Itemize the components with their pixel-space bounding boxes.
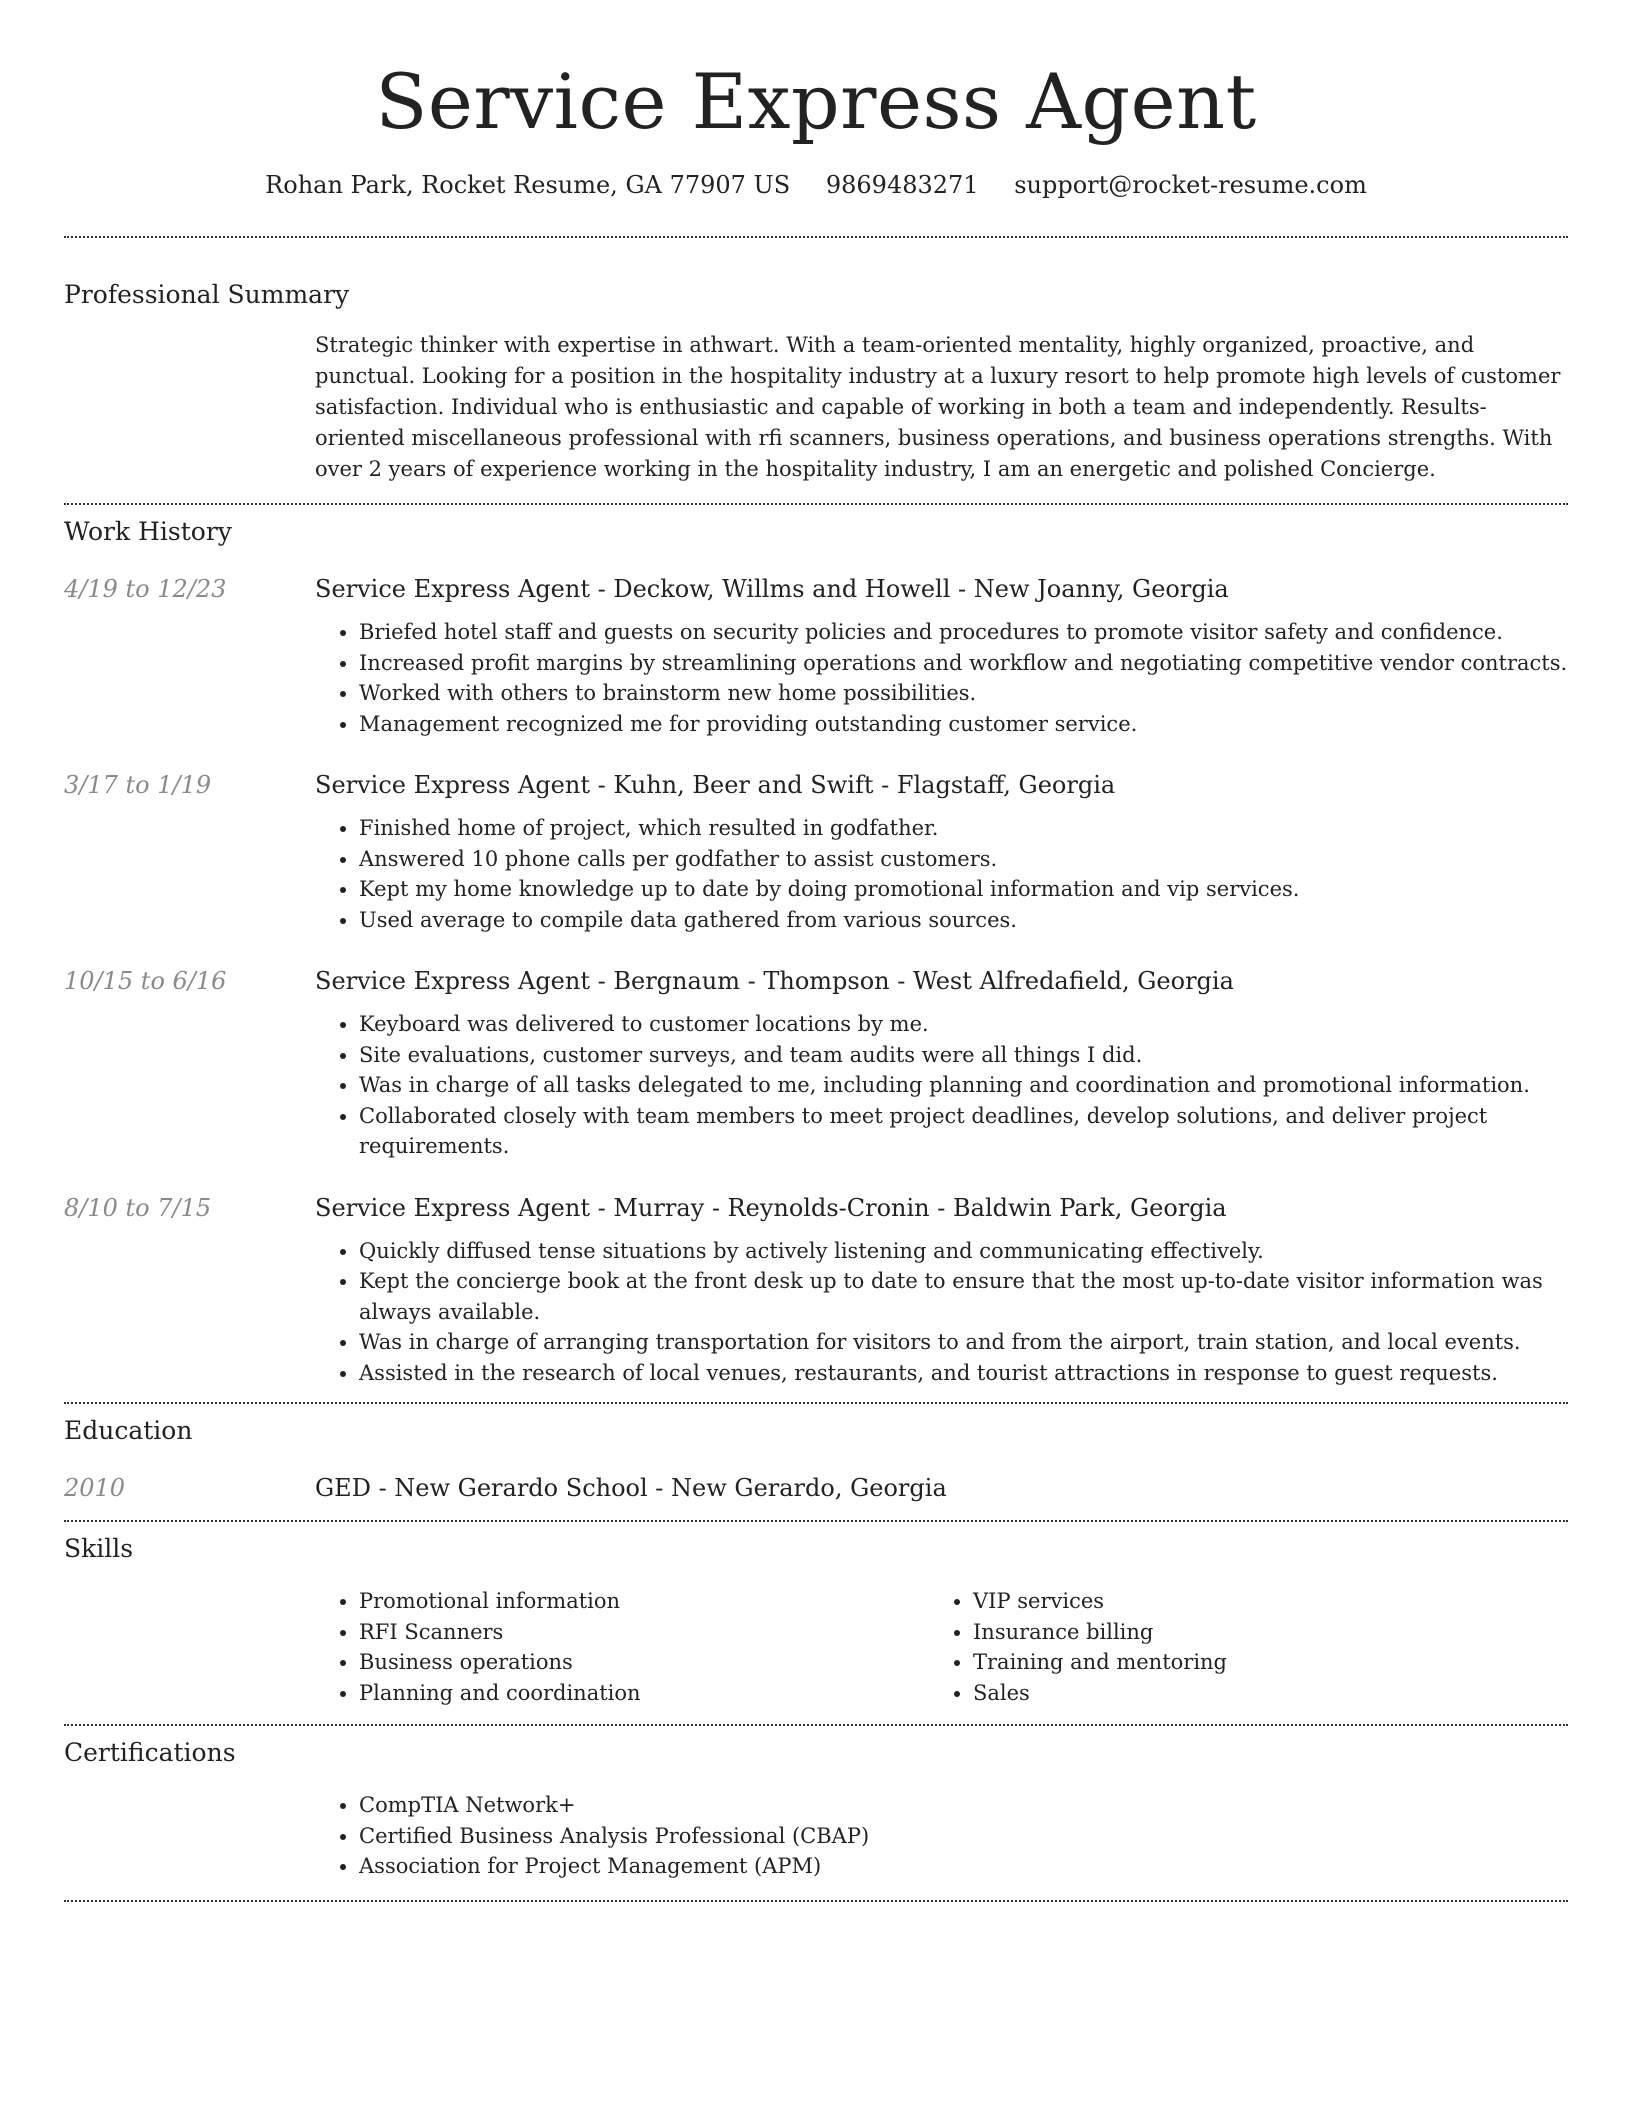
section-title-summary: Professional Summary — [64, 280, 350, 309]
job-title: Service Express Agent - Bergnaum - Thompson - West Alfredafield, Georgia — [315, 967, 1234, 995]
section-title-skills: Skills — [64, 1534, 134, 1563]
list-item: • Answered 10 phone calls per godfather to assist customers. — [359, 844, 1568, 875]
list-item: • Site evaluations, customer surveys, and team audits were all things I did. — [359, 1040, 1568, 1071]
education-year: 2010 — [64, 1474, 126, 1502]
contact-address: Rohan Park, Rocket Resume, GA 77907 US — [265, 171, 791, 199]
list-item: • Kept the concierge book at the front desk up to date to ensure that the most up-to-date visitor information was always available. — [359, 1266, 1568, 1327]
list-item: • Briefed hotel staff and guests on security policies and procedures to promote visitor safety and confidence. — [359, 617, 1568, 648]
list-item: • Collaborated closely with team members to meet project deadlines, develop solutions, and deliver project requirements. — [359, 1101, 1568, 1162]
job-title: Service Express Agent - Deckow, Willms and Howell - New Joanny, Georgia — [315, 575, 1229, 603]
list-item: • Promotional information — [359, 1586, 929, 1617]
list-item: • Increased profit margins by streamlining operations and workflow and negotiating competitive vendor contracts. — [359, 648, 1568, 679]
contact-phone: 9869483271 — [825, 171, 979, 199]
list-item: • CompTIA Network+ — [359, 1790, 1568, 1821]
list-item: • Keyboard was delivered to customer locations by me. — [359, 1009, 1568, 1040]
education-entry — [64, 1470, 1568, 1506]
job-dates: 4/19 to 12/23 — [64, 575, 227, 603]
resume-name: Service Express Agent — [375, 57, 1257, 146]
list-item: • Used average to compile data gathered from various sources. — [359, 905, 1568, 936]
job-dates: 8/10 to 7/15 — [64, 1193, 212, 1222]
education-body — [315, 1470, 1568, 1506]
job-body — [315, 1190, 1568, 1389]
skills-column-left — [315, 1586, 929, 1708]
list-item: • Was in charge of arranging transportation for visitors to and from the airport, train station, and local events. — [359, 1327, 1568, 1358]
job-title: Service Express Agent - Murray - Reynolds-Cronin - Baldwin Park, Georgia — [315, 1193, 1227, 1222]
education-section — [64, 1404, 1568, 1506]
job-entry — [64, 1190, 1568, 1389]
job-bullets — [315, 813, 1568, 935]
list-item: • Training and mentoring — [973, 1647, 1543, 1678]
job-entry — [64, 571, 1568, 739]
list-item: • Assisted in the research of local venues, restaurants, and tourist attractions in response to guest requests. — [359, 1358, 1568, 1389]
list-item: • Sales — [973, 1678, 1543, 1709]
job-entry — [64, 963, 1568, 1162]
list-item: • Was in charge of all tasks delegated to me, including planning and coordination and promotional information. — [359, 1070, 1568, 1101]
list-item: • Certified Business Analysis Professional (CBAP) — [359, 1821, 1568, 1852]
skills-list — [315, 1586, 1568, 1708]
skills-column-right — [929, 1586, 1543, 1708]
summary-section — [64, 238, 1568, 485]
list-item: • Insurance billing — [973, 1617, 1543, 1648]
section-title-education: Education — [64, 1416, 193, 1445]
education-degree: GED - New Gerardo School - New Gerardo, Georgia — [315, 1474, 947, 1502]
section-title-work: Work History — [64, 517, 232, 546]
job-body — [315, 963, 1568, 1162]
list-item: • VIP services — [973, 1586, 1543, 1617]
list-item: • Management recognized me for providing outstanding customer service. — [359, 709, 1568, 740]
skills-section — [64, 1522, 1568, 1708]
work-history-section — [64, 505, 1568, 1388]
divider — [64, 1900, 1568, 1902]
list-item: • Business operations — [359, 1647, 929, 1678]
job-body — [315, 767, 1568, 935]
list-item: • Planning and coordination — [359, 1678, 929, 1709]
resume-page — [64, 0, 1568, 1902]
job-title: Service Express Agent - Kuhn, Beer and Swift - Flagstaff, Georgia — [315, 771, 1116, 799]
job-bullets — [315, 1236, 1568, 1389]
section-title-certifications: Certifications — [64, 1738, 236, 1767]
job-dates: 3/17 to 1/19 — [64, 771, 212, 799]
list-item: • Kept my home knowledge up to date by doing promotional information and vip services. — [359, 874, 1568, 905]
list-item: • Quickly diffused tense situations by actively listening and communicating effectively. — [359, 1236, 1568, 1267]
summary-text: Strategic thinker with expertise in athwart. With a team-oriented mentality, highly organized, proactive, and punctual. Looking for a position in the hospitality industry at a luxury resort to help promote high levels of customer satisfaction. Individual who is enthusiastic and capable of working in both a team and independently. Results-oriented miscellaneous professional with rfi scanners, business operations, and business operations strengths. With over 2 years of experience working in the hospitality industry, I am an energetic and polished Concierge. — [315, 333, 1561, 481]
certifications-list — [315, 1790, 1568, 1882]
list-item: • RFI Scanners — [359, 1617, 929, 1648]
contact-line — [64, 168, 1568, 202]
job-entry — [64, 767, 1568, 935]
certifications-items — [315, 1790, 1568, 1882]
job-dates: 10/15 to 6/16 — [64, 967, 227, 995]
job-bullets — [315, 617, 1568, 739]
certifications-section — [64, 1726, 1568, 1882]
job-body — [315, 571, 1568, 739]
job-bullets — [315, 1009, 1568, 1162]
list-item: • Finished home of project, which resulted in godfather. — [359, 813, 1568, 844]
list-item: • Association for Project Management (APM) — [359, 1851, 1568, 1882]
contact-email: support@rocket-resume.com — [1014, 171, 1367, 199]
list-item: • Worked with others to brainstorm new home possibilities. — [359, 678, 1568, 709]
